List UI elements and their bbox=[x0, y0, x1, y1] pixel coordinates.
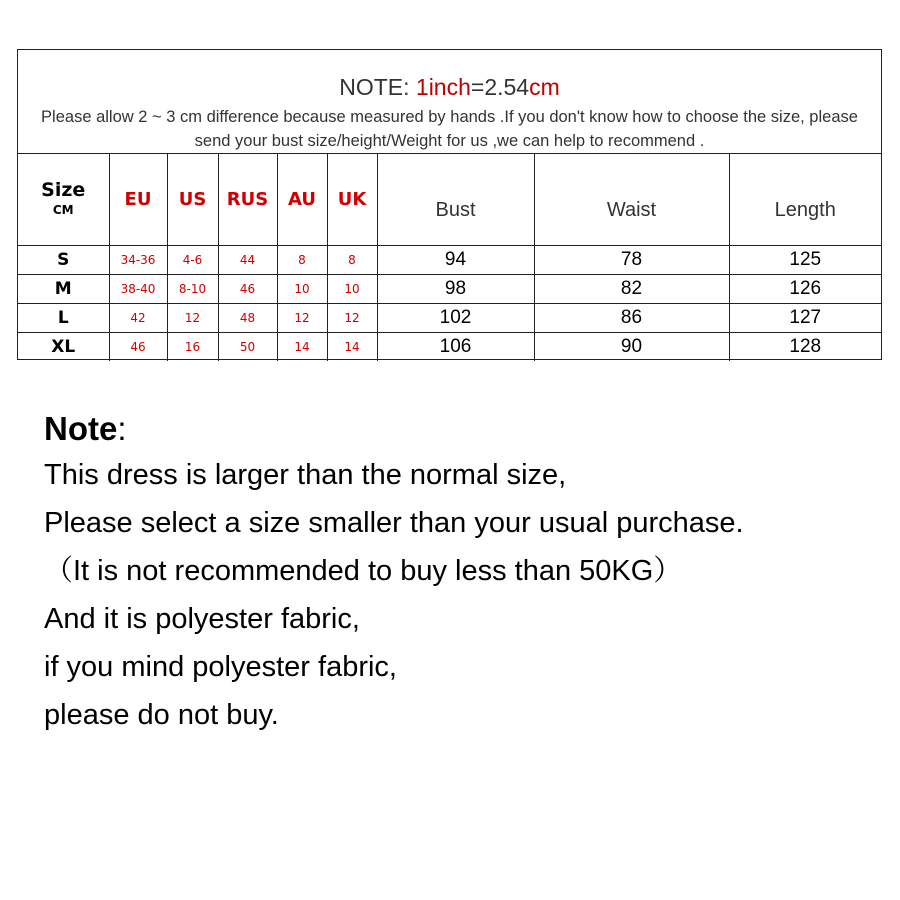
cell-uk: 8 bbox=[327, 245, 377, 274]
cell-length: 125 bbox=[729, 245, 881, 274]
cell-eu: 34-36 bbox=[109, 245, 167, 274]
cell-rus: 50 bbox=[218, 332, 277, 361]
note-line: if you mind polyester fabric, bbox=[44, 651, 397, 683]
conversion-note: NOTE: 1inch=2.54cm bbox=[339, 74, 560, 100]
cell-rus: 44 bbox=[218, 245, 277, 274]
header-eu: EU bbox=[109, 154, 167, 245]
header-uk: UK bbox=[327, 154, 377, 245]
cell-size: S bbox=[18, 245, 109, 274]
header-waist: Waist bbox=[534, 154, 729, 245]
table-row bbox=[18, 303, 881, 332]
measurement-disclaimer: Please allow 2 ~ 3 cm difference because measured by hands .If you don't know how to choose the size, please send your bust size/height/Weight for us ,we can help to recommend . bbox=[41, 108, 858, 150]
cell-eu: 38-40 bbox=[109, 274, 167, 303]
cell-size: L bbox=[18, 303, 109, 332]
cell-au: 8 bbox=[277, 245, 327, 274]
note-heading: Note: bbox=[44, 410, 127, 447]
cell-waist: 78 bbox=[534, 245, 729, 274]
cell-au: 12 bbox=[277, 303, 327, 332]
cell-length: 127 bbox=[729, 303, 881, 332]
cell-waist: 86 bbox=[534, 303, 729, 332]
note-line: This dress is larger than the normal size, bbox=[44, 459, 567, 491]
note-line: And it is polyester fabric, bbox=[44, 603, 360, 635]
note-line: （It is not recommended to buy less than 50KG） bbox=[44, 555, 683, 587]
cell-waist: 82 bbox=[534, 274, 729, 303]
cell-bust: 102 bbox=[377, 303, 534, 332]
cell-uk: 14 bbox=[327, 332, 377, 361]
cell-eu: 42 bbox=[109, 303, 167, 332]
cell-us: 8-10 bbox=[167, 274, 218, 303]
cell-waist: 90 bbox=[534, 332, 729, 361]
table-row bbox=[18, 245, 881, 274]
cell-length: 128 bbox=[729, 332, 881, 361]
cell-bust: 94 bbox=[377, 245, 534, 274]
cell-au: 10 bbox=[277, 274, 327, 303]
note-line: please do not buy. bbox=[44, 699, 279, 731]
table-row bbox=[18, 332, 881, 361]
cell-rus: 48 bbox=[218, 303, 277, 332]
cell-bust: 106 bbox=[377, 332, 534, 361]
header-au: AU bbox=[277, 154, 327, 245]
cell-uk: 10 bbox=[327, 274, 377, 303]
cell-us: 4-6 bbox=[167, 245, 218, 274]
table-row bbox=[18, 274, 881, 303]
size-table bbox=[18, 154, 881, 361]
header-rus: RUS bbox=[218, 154, 277, 245]
dress-note bbox=[44, 407, 884, 739]
size-chart bbox=[17, 49, 882, 360]
cell-au: 14 bbox=[277, 332, 327, 361]
cell-size: XL bbox=[18, 332, 109, 361]
header-length: Length bbox=[729, 154, 881, 245]
table-header-row bbox=[18, 154, 881, 245]
cell-size: M bbox=[18, 274, 109, 303]
note-line: Please select a size smaller than your usual purchase. bbox=[44, 507, 744, 539]
cell-rus: 46 bbox=[218, 274, 277, 303]
header-us: US bbox=[167, 154, 218, 245]
cell-uk: 12 bbox=[327, 303, 377, 332]
cell-us: 12 bbox=[167, 303, 218, 332]
cell-bust: 98 bbox=[377, 274, 534, 303]
cell-length: 126 bbox=[729, 274, 881, 303]
cell-us: 16 bbox=[167, 332, 218, 361]
measurement-note-header bbox=[18, 50, 881, 154]
cell-eu: 46 bbox=[109, 332, 167, 361]
header-size: Size CM bbox=[18, 154, 109, 245]
header-bust: Bust bbox=[377, 154, 534, 245]
